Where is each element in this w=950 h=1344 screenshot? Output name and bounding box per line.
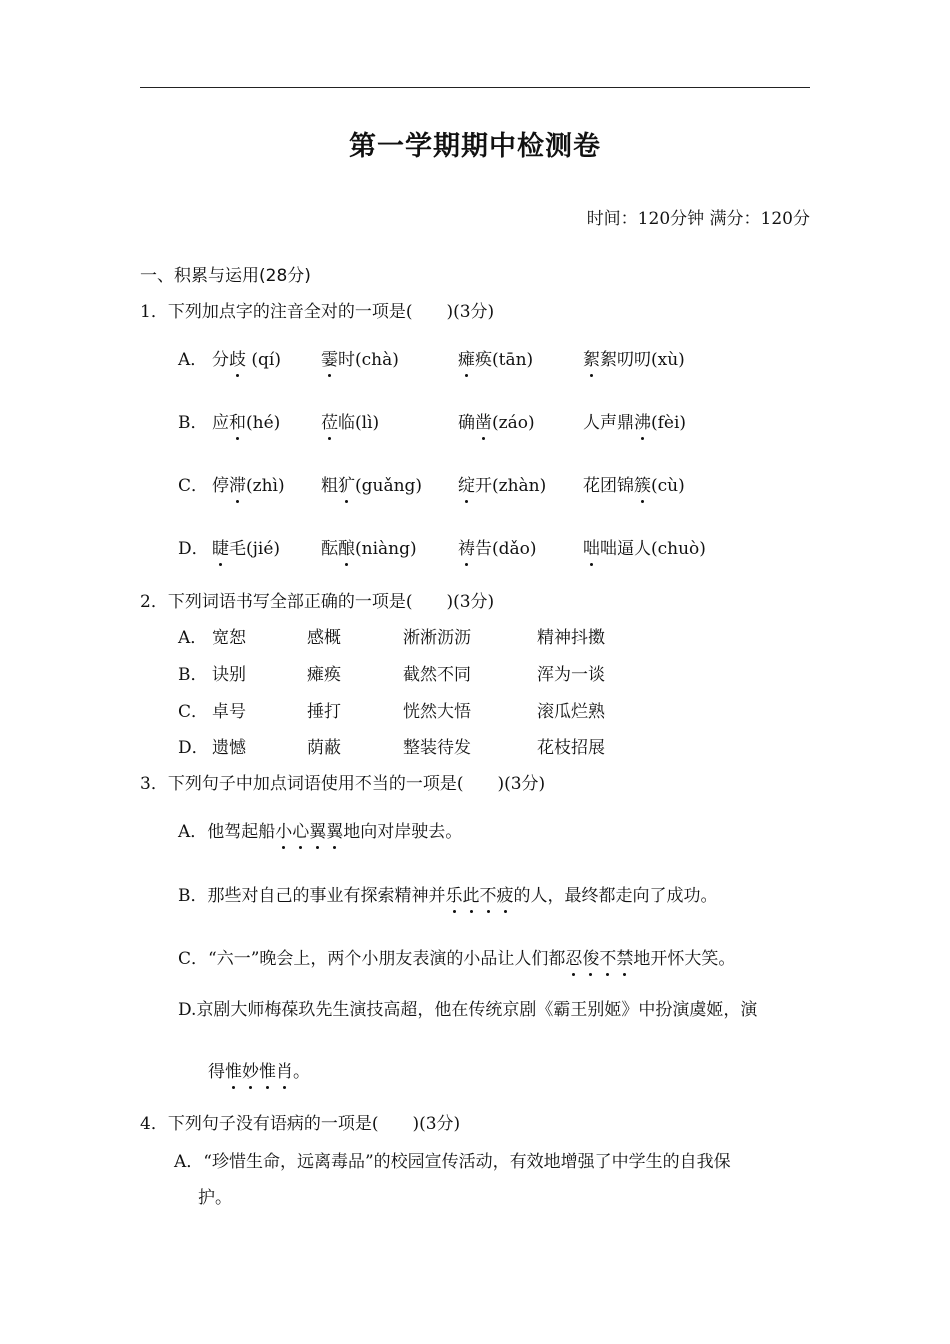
option-label: A． (178, 350, 208, 370)
option-label: C． (178, 702, 209, 722)
question-3-option-a: A．他驾起船小心翼翼地向对岸驶去。 (178, 822, 463, 842)
pinyin-item: 霎时(chà) (321, 350, 399, 370)
pinyin-item: 祷告(dǎo) (458, 539, 537, 559)
word-item: 截然不同 (403, 665, 471, 685)
word-item: 诀别 (212, 665, 246, 685)
header-rule (140, 87, 810, 88)
word-item: 浑为一谈 (537, 665, 605, 685)
page-title: 第一学期期中检测卷 (349, 131, 601, 162)
pinyin-item: 人声鼎沸(fèi) (583, 413, 687, 433)
word-item: 精神抖擞 (537, 628, 605, 648)
pinyin-item: 瘫痪(tān) (458, 350, 534, 370)
word-item: 花枝招展 (537, 738, 605, 758)
pinyin-item: 分歧 (qí) (212, 350, 281, 370)
question-4-option-a-line1: A．“珍惜生命，远离毒品”的校园宣传活动，有效地增强了中学生的自我保 (174, 1152, 731, 1172)
question-3-stem: 3．下列句子中加点词语使用不当的一项是( )(3分) (140, 774, 546, 794)
pinyin-item: 莅临(lì) (321, 413, 380, 433)
word-item: 瘫痪 (307, 665, 341, 685)
word-item: 卓号 (212, 702, 246, 722)
pinyin-item: 确凿(záo) (458, 413, 535, 433)
word-item: 遗憾 (212, 738, 246, 758)
pinyin-item: 酝酿(niàng) (321, 539, 417, 559)
option-label: D． (178, 539, 209, 559)
time-info: 时间：120分钟 满分：120分 (586, 209, 810, 229)
question-3-option-d-line2: 得惟妙惟肖。 (208, 1062, 310, 1082)
section-heading: 一、积累与运用(28分) (140, 266, 311, 286)
word-item: 感概 (307, 628, 341, 648)
option-label: B． (178, 665, 208, 685)
word-item: 滚瓜烂熟 (537, 702, 605, 722)
option-label: A． (178, 628, 208, 648)
question-3-option-b: B．那些对自己的事业有探索精神并乐此不疲的人，最终都走向了成功。 (178, 886, 718, 906)
pinyin-item: 花团锦簇(cù) (583, 476, 685, 496)
pinyin-item: 停滞(zhì) (212, 476, 285, 496)
word-item: 荫蔽 (307, 738, 341, 758)
option-label: D． (178, 738, 209, 758)
pinyin-item: 咄咄逼人(chuò) (583, 539, 706, 559)
pinyin-item: 绽开(zhàn) (458, 476, 547, 496)
word-item: 恍然大悟 (403, 702, 471, 722)
pinyin-item: 睫毛(jié) (212, 539, 281, 559)
question-4-stem: 4．下列句子没有语病的一项是( )(3分) (140, 1114, 461, 1134)
word-item: 宽恕 (212, 628, 246, 648)
word-item: 淅淅沥沥 (403, 628, 471, 648)
question-2-stem: 2．下列词语书写全部正确的一项是( )(3分) (140, 592, 495, 612)
option-label: C． (178, 476, 209, 496)
question-3-option-d-line1: D.京剧大师梅葆玖先生演技高超，他在传统京剧《霸王别姬》中扮演虞姬，演 (178, 1000, 758, 1020)
pinyin-item: 絮絮叨叨(xù) (583, 350, 685, 370)
pinyin-item: 应和(hé) (212, 413, 281, 433)
option-label: B． (178, 413, 208, 433)
question-3-option-c: C．“六一”晚会上，两个小朋友表演的小品让人们都忍俊不禁地开怀大笑。 (178, 949, 736, 969)
question-1-stem: 1．下列加点字的注音全对的一项是( )(3分) (140, 302, 495, 322)
pinyin-item: 粗犷(guǎng) (321, 476, 423, 496)
word-item: 整装待发 (403, 738, 471, 758)
word-item: 捶打 (307, 702, 341, 722)
question-4-option-a-line2: 护。 (198, 1188, 232, 1208)
